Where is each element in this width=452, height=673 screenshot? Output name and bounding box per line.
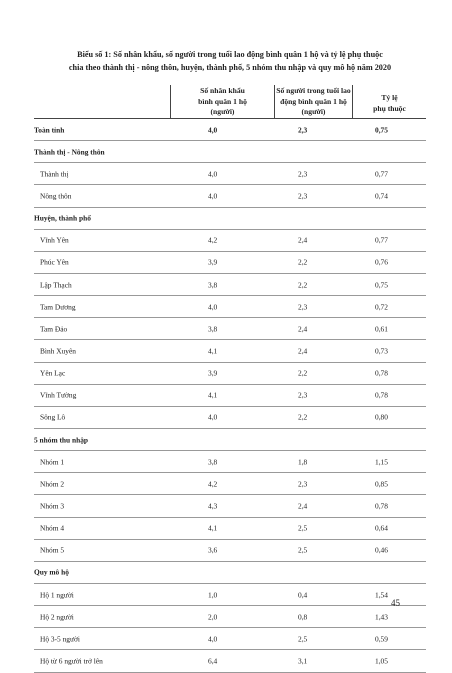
cell-v1: 3,8 xyxy=(208,457,218,467)
row-label: Vĩnh Tường xyxy=(40,390,77,400)
row-label: Hộ 1 người xyxy=(40,590,74,600)
row-label: Tam Dương xyxy=(40,302,76,312)
cell-v2: 2,3 xyxy=(298,302,308,312)
cell-v2: 2,3 xyxy=(298,191,308,201)
row-label: Nhóm 3 xyxy=(40,501,65,511)
cell-v2: 2,3 xyxy=(298,169,308,179)
table-row xyxy=(34,606,426,628)
cell-v1: 2,0 xyxy=(208,612,218,622)
row-label: Bình Xuyên xyxy=(40,346,76,356)
row-label: Vĩnh Yên xyxy=(40,235,69,245)
cell-v3: 0,75 xyxy=(375,125,388,135)
table-row xyxy=(34,185,426,207)
cell-v2: 3,1 xyxy=(298,656,308,666)
cell-v3: 1,05 xyxy=(375,656,388,666)
table-row xyxy=(34,274,426,296)
cell-v2: 1,8 xyxy=(298,457,308,467)
row-label: Yên Lạc xyxy=(40,368,66,378)
cell-v3: 1,54 xyxy=(375,590,388,600)
table-row xyxy=(34,340,426,362)
cell-v3: 0,59 xyxy=(375,634,388,644)
row-label: Hộ 3-5 người xyxy=(40,634,80,644)
cell-v1: 3,8 xyxy=(208,280,218,290)
table-header xyxy=(34,85,426,119)
table-group-row xyxy=(34,562,426,584)
cell-v2: 0,4 xyxy=(298,590,308,600)
row-label: Phúc Yên xyxy=(40,257,69,267)
cell-v1: 4,0 xyxy=(208,125,218,135)
cell-v2: 2,3 xyxy=(298,125,308,135)
table-group-row xyxy=(34,208,426,230)
cell-v3: 0,77 xyxy=(375,235,388,245)
cell-v1: 3,8 xyxy=(208,324,218,334)
table-title xyxy=(34,49,426,74)
cell-v2: 2,4 xyxy=(298,235,308,245)
cell-v3: 0,85 xyxy=(375,479,388,489)
table-row xyxy=(34,407,426,429)
cell-v3: 0,73 xyxy=(375,346,388,356)
cell-v1: 4,1 xyxy=(208,523,218,533)
table-row xyxy=(34,296,426,318)
row-label: Tam Đảo xyxy=(40,324,68,334)
cell-v1: 6,4 xyxy=(208,656,218,666)
row-label: Sông Lô xyxy=(40,412,66,422)
table-row xyxy=(34,163,426,185)
cell-v2: 2,4 xyxy=(298,346,308,356)
cell-v1: 4,0 xyxy=(208,191,218,201)
row-label: Huyện, thành phố xyxy=(34,213,91,223)
cell-v1: 4,3 xyxy=(208,501,218,511)
cell-v1: 4,1 xyxy=(208,390,218,400)
row-label: Thành thị xyxy=(40,169,69,179)
cell-v3: 0,75 xyxy=(375,280,388,290)
cell-v1: 4,2 xyxy=(208,479,218,489)
cell-v1: 1,0 xyxy=(208,590,218,600)
row-label: Hộ từ 6 người trở lên xyxy=(40,656,103,666)
table-row xyxy=(34,252,426,274)
header-household-size: Số nhân khẩu bình quân 1 hộ (người) xyxy=(170,85,274,118)
cell-v3: 0,76 xyxy=(375,257,388,267)
table-body xyxy=(34,119,426,673)
cell-v1: 4,0 xyxy=(208,302,218,312)
title-line-1: Biểu số 1: Số nhân khẩu, số người trong tuổi lao động bình quân 1 hộ và tỷ lệ phụ thuộc xyxy=(77,50,383,59)
cell-v2: 2,2 xyxy=(298,257,308,267)
cell-v1: 3,6 xyxy=(208,545,218,555)
header-dependency-ratio: Tỷ lệ phụ thuộc xyxy=(373,93,406,113)
table-row xyxy=(34,230,426,252)
row-label: Hộ 2 người xyxy=(40,612,74,622)
cell-v1: 3,9 xyxy=(208,368,218,378)
cell-v3: 0,61 xyxy=(375,324,388,334)
cell-v2: 2,4 xyxy=(298,324,308,334)
row-label: Nhóm 1 xyxy=(40,457,65,467)
row-label: Nhóm 5 xyxy=(40,545,65,555)
cell-v3: 0,78 xyxy=(375,368,388,378)
statistics-table xyxy=(34,85,426,673)
header-working-age: Số người trong tuổi lao động bình quân 1 hộ (người) xyxy=(274,85,353,118)
cell-v2: 2,5 xyxy=(298,523,308,533)
cell-v2: 2,3 xyxy=(298,479,308,489)
row-label: Nhóm 2 xyxy=(40,479,65,489)
cell-v2: 2,4 xyxy=(298,501,308,511)
page-number: 45 xyxy=(391,598,400,608)
title-line-2: chia theo thành thị - nông thôn, huyện, thành phố, 5 nhóm thu nhập và quy mô hộ năm 2020 xyxy=(68,62,392,72)
table-row xyxy=(34,540,426,562)
table-row xyxy=(34,473,426,495)
cell-v3: 0,78 xyxy=(375,501,388,511)
cell-v3: 0,64 xyxy=(375,523,388,533)
cell-v3: 0,74 xyxy=(375,191,388,201)
cell-v3: 1,43 xyxy=(375,612,388,622)
table-group-row xyxy=(34,141,426,163)
cell-v2: 2,5 xyxy=(298,545,308,555)
table-row xyxy=(34,385,426,407)
cell-v1: 3,9 xyxy=(208,257,218,267)
table-row xyxy=(34,363,426,385)
cell-v2: 2,5 xyxy=(298,634,308,644)
cell-v1: 4,0 xyxy=(208,634,218,644)
table-row xyxy=(34,451,426,473)
table-row xyxy=(34,584,426,606)
table-row xyxy=(34,518,426,540)
table-row xyxy=(34,650,426,672)
cell-v3: 0,72 xyxy=(375,302,388,312)
cell-v3: 0,46 xyxy=(375,545,388,555)
table-row xyxy=(34,628,426,650)
row-label: 5 nhóm thu nhập xyxy=(34,435,89,445)
cell-v2: 0,8 xyxy=(298,612,308,622)
cell-v1: 4,0 xyxy=(208,169,218,179)
cell-v1: 4,1 xyxy=(208,346,218,356)
table-group-row xyxy=(34,429,426,451)
row-label: Quy mô hộ xyxy=(34,567,69,577)
row-label: Thành thị - Nông thôn xyxy=(34,147,105,157)
row-label: Nông thôn xyxy=(40,191,72,201)
table-row xyxy=(34,318,426,340)
cell-v2: 2,2 xyxy=(298,280,308,290)
cell-v2: 2,2 xyxy=(298,412,308,422)
cell-v1: 4,0 xyxy=(208,412,218,422)
row-label: Toàn tỉnh xyxy=(34,125,65,135)
table-row xyxy=(34,119,426,141)
cell-v3: 1,15 xyxy=(375,457,388,467)
row-label: Nhóm 4 xyxy=(40,523,65,533)
cell-v3: 0,78 xyxy=(375,390,388,400)
cell-v3: 0,77 xyxy=(375,169,388,179)
row-label: Lập Thạch xyxy=(40,280,72,290)
cell-v2: 2,3 xyxy=(298,390,308,400)
cell-v1: 4,2 xyxy=(208,235,218,245)
table-row xyxy=(34,495,426,517)
cell-v3: 0,80 xyxy=(375,412,388,422)
cell-v2: 2,2 xyxy=(298,368,308,378)
